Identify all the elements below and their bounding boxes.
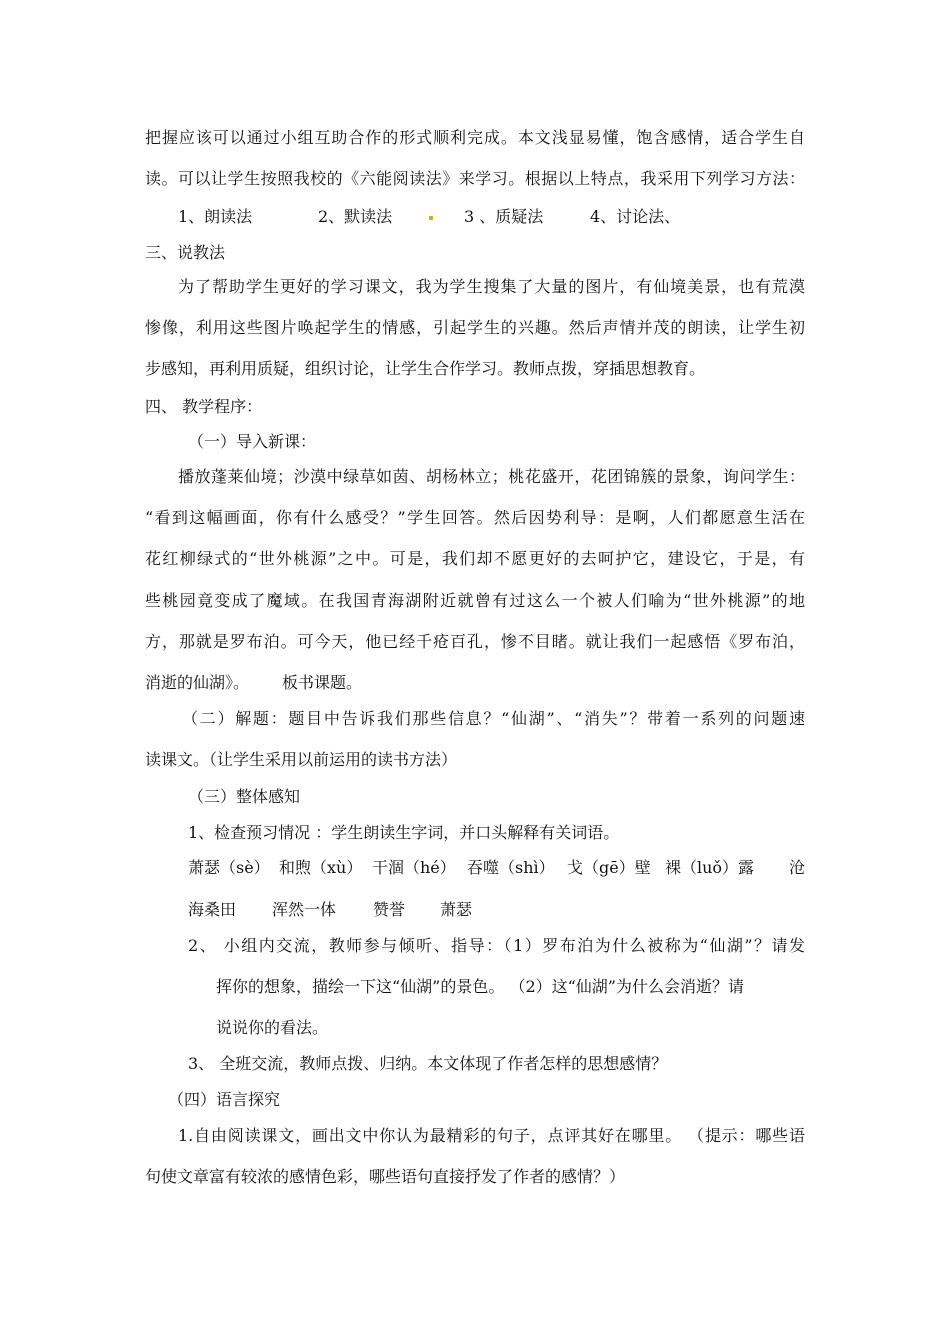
part-1-line-3: 花红柳绿式的“世外桃源”之中。可是，我们却不愿更好的去呵护它，建设它，于是，有 bbox=[145, 549, 805, 568]
part-4-line-1: 1.自由阅读课文，画出文中你认为最精彩的句子，点评其好在哪里。 （提示：哪些语 bbox=[178, 1126, 805, 1145]
intro-line-1: 把握应该可以通过小组互助合作的形式顺利完成。本文浅显易懂，饱含感情，适合学生自 bbox=[145, 128, 805, 147]
board-title-note: 板书课题。 bbox=[282, 673, 363, 692]
vocab-3: 干涸（hé） bbox=[372, 858, 456, 877]
part-1-line-2: “看到这幅画面，你有什么感受？”学生回答。然后因势利导：是啊，人们都愿意生活在 bbox=[145, 508, 805, 527]
part-2-line-1: （二）解题：题目中告诉我们那些信息？“仙湖”、“消失”？带着一系列的问题速 bbox=[182, 709, 805, 728]
vocab-11: 萧瑟 bbox=[440, 900, 473, 919]
vocab-9: 浑然一体 bbox=[272, 900, 337, 919]
method-3: 3 、质疑法 bbox=[464, 207, 544, 226]
part-3-item-2-line-2: 挥你的想象，描绘一下这“仙湖”的景色。 （2）这“仙湖”为什么会消逝？请 bbox=[216, 977, 744, 996]
section-3-line-2: 惨像，利用这些图片唤起学生的情感，引起学生的兴趣。然后声情并茂的朗读，让学生初 bbox=[145, 318, 805, 337]
part-3-item-1: 1、检查预习情况 ：学生朗读生字词，并口头解释有关词语。 bbox=[188, 823, 620, 842]
highlight-mark bbox=[429, 216, 433, 220]
part-3-item-2-line-1: 2、 小组内交流，教师参与倾听、指导：（1）罗布泊为什么被称为“仙湖”？请发 bbox=[188, 936, 805, 955]
part-3-item-2-line-3: 说说你的看法。 bbox=[216, 1018, 329, 1037]
part-2-line-2: 读课文。（让学生采用以前运用的读书方法） bbox=[145, 750, 458, 769]
method-1: 1、朗读法 bbox=[178, 207, 253, 226]
vocab-2: 和煦（xù） bbox=[279, 858, 363, 877]
vocab-10: 赞誉 bbox=[373, 900, 406, 919]
part-1-line-4: 些桃园竟变成了魔域。在我国青海湖附近就曾有过这么一个被人们喻为“世外桃源”的地 bbox=[145, 591, 805, 610]
method-4: 4、讨论法、 bbox=[590, 207, 681, 226]
part-1-heading: （一）导入新课： bbox=[188, 432, 317, 451]
vocab-8: 海桑田 bbox=[188, 900, 237, 919]
part-3-item-3: 3、 全班交流，教师点拨、归纳。本文体现了作者怎样的思想感情？ bbox=[188, 1054, 668, 1073]
vocab-7: 沧 bbox=[789, 858, 806, 877]
vocab-6: 裸（luǒ）露 bbox=[665, 858, 755, 877]
part-1-line-5: 方，那就是罗布泊。可今天，他已经千疮百孔，惨不目睹。就让我们一起感悟《罗布泊， bbox=[145, 632, 805, 651]
vocab-5: 戈（gē）壁 bbox=[567, 858, 651, 877]
part-1-line-6a: 消逝的仙湖》。 bbox=[145, 673, 250, 692]
section-3-line-1: 为了帮助学生更好的学习课文，我为学生搜集了大量的图片，有仙境美景，也有荒漠 bbox=[178, 277, 805, 296]
part-3-heading: （三）整体感知 bbox=[188, 787, 301, 806]
intro-line-2: 读。可以让学生按照我校的《六能阅读法》来学习。根据以上特点，我采用下列学习方法： bbox=[145, 169, 805, 188]
vocab-4: 吞噬（shì） bbox=[467, 858, 555, 877]
part-4-line-2: 句使文章富有较浓的感情色彩，哪些语句直接抒发了作者的感情？） bbox=[145, 1167, 626, 1186]
section-3-line-3: 步感知，再利用质疑，组织讨论，让学生合作学习。教师点拨，穿插思想教育。 bbox=[145, 359, 706, 378]
section-3-heading: 三、说教法 bbox=[145, 243, 226, 262]
part-4-heading: （四）语言探究 bbox=[168, 1090, 281, 1109]
method-2: 2、默读法 bbox=[318, 207, 393, 226]
section-4-heading: 四、 教学程序： bbox=[145, 397, 263, 416]
vocab-1: 萧瑟（sè） bbox=[188, 858, 270, 877]
part-1-line-1: 播放蓬莱仙境；沙漠中绿草如茵、胡杨林立；桃花盛开，花团锦簇的景象，询问学生： bbox=[178, 467, 805, 486]
